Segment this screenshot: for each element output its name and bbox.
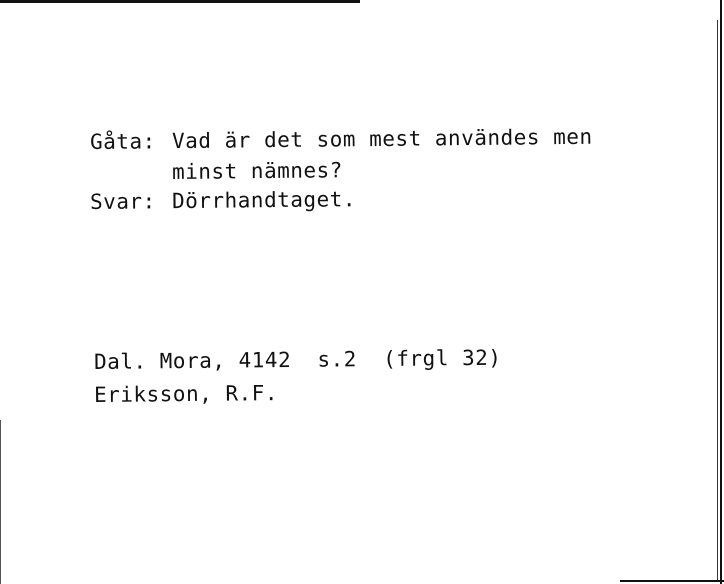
answer-label: Svar:: [89, 189, 156, 214]
source-line-1: [94, 346, 502, 374]
card-edge-top: [0, 0, 360, 3]
card-edge-bottom: [620, 580, 724, 582]
riddle-question-line-2: [172, 158, 343, 184]
source-reference: (frgl 32): [383, 345, 502, 371]
answer-text: Dörrhandtaget.: [171, 187, 357, 214]
question-text-2: minst nämnes?: [171, 158, 343, 184]
source-line-2: [94, 381, 278, 407]
question-label: Gåta:: [89, 129, 156, 154]
source-place: Dal. Mora, 4142: [93, 347, 292, 374]
card-edge-left: [0, 420, 1, 584]
riddle-question-line-1: [90, 125, 593, 154]
source-collector: Eriksson, R.F.: [93, 381, 279, 407]
card-edge-right-inner: [717, 20, 718, 580]
card-edge-right: [720, 0, 722, 584]
riddle-answer-line: [90, 187, 356, 214]
question-text-1: Vad är det som mest användes men: [171, 124, 593, 154]
source-page: s.2: [317, 347, 358, 372]
